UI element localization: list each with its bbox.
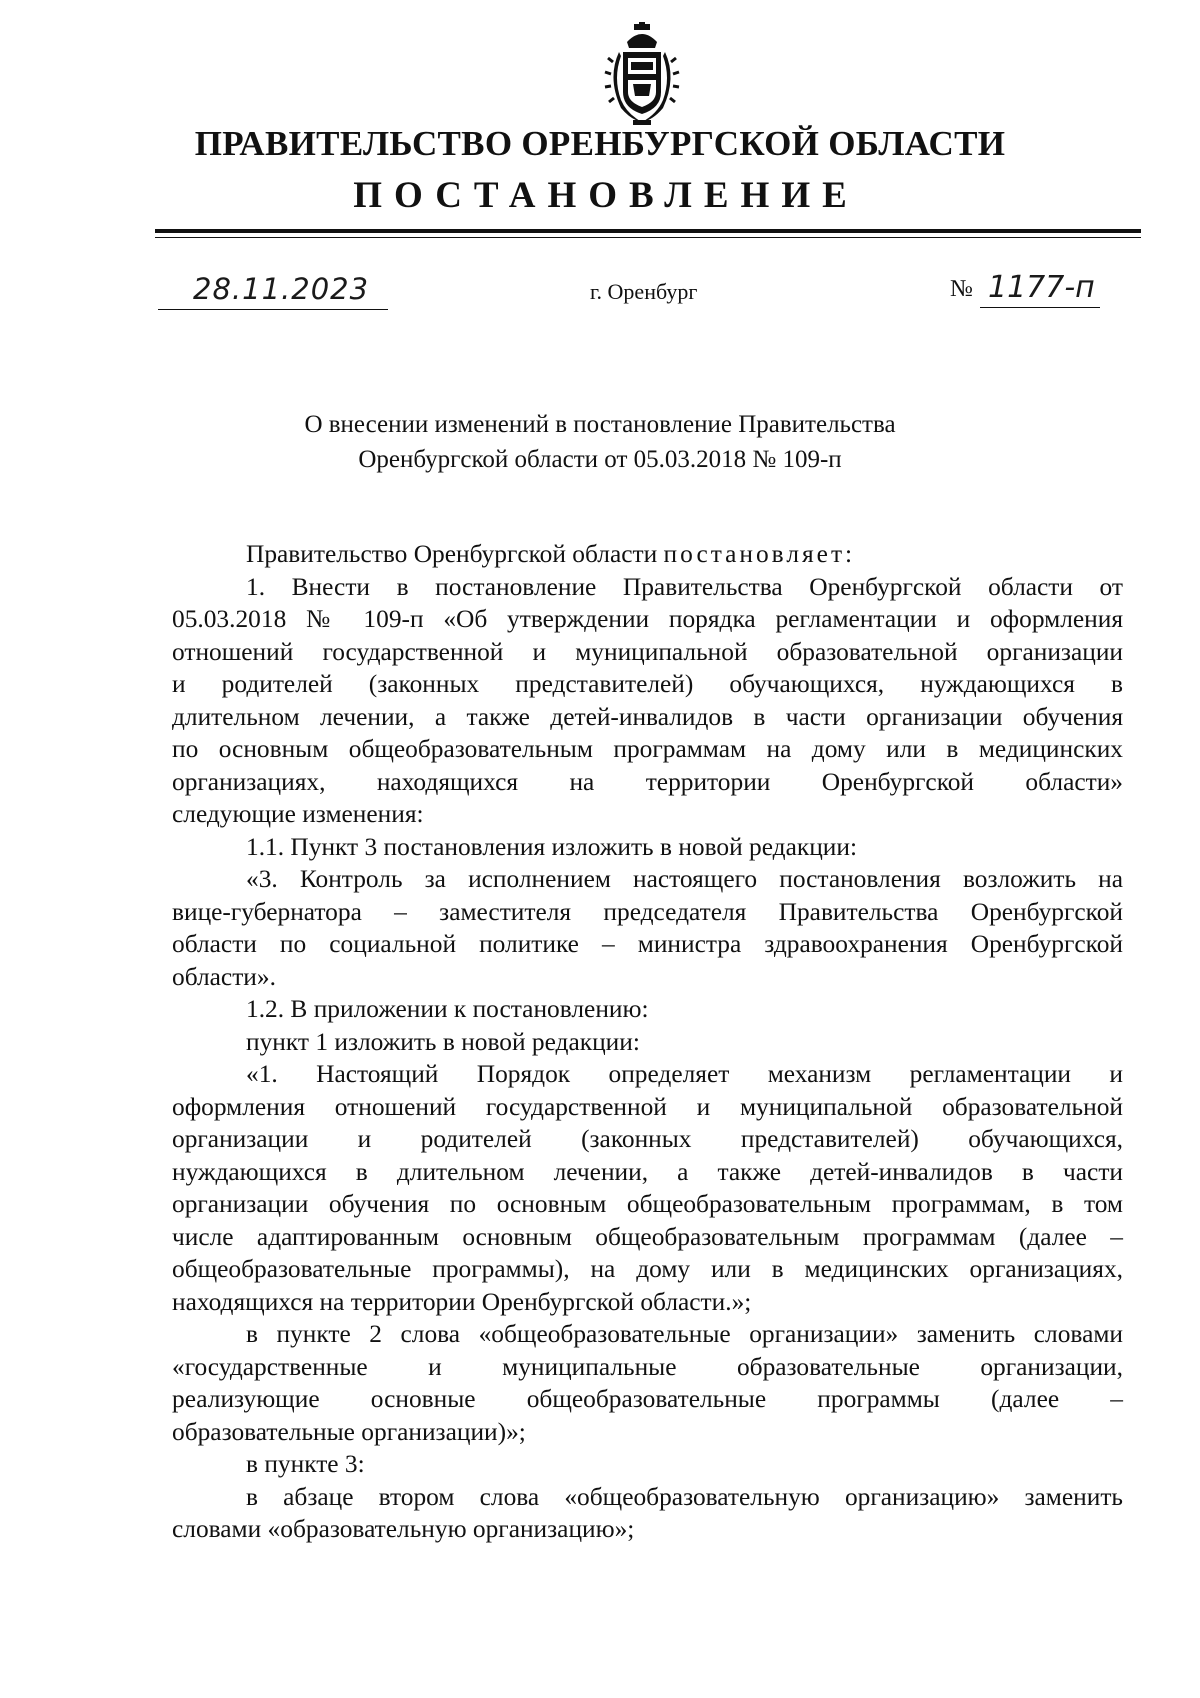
handwritten-number: 1177-п — [988, 270, 1095, 305]
body-line: образовательные организации)»; — [172, 1417, 526, 1446]
body-line: области». — [172, 962, 276, 991]
intro-paragraph — [172, 538, 1123, 571]
body-line: общеобразовательные программы), на дому или в медицинских организациях, — [172, 1255, 1123, 1283]
government-title: ПРАВИТЕЛЬСТВО ОРЕНБУРГСКОЙ ОБЛАСТИ — [194, 124, 1006, 163]
body-line: области по социальной политике – министра здравоохранения Оренбургской — [172, 930, 1123, 958]
body-line: «3. Контроль за исполнением настоящего постановления возложить на — [246, 865, 1123, 893]
header-rule-thick — [155, 229, 1141, 233]
handwritten-date: 28.11.2023 — [193, 272, 370, 306]
number-sign: № — [950, 276, 973, 302]
document-subject — [0, 407, 1200, 477]
document-number — [950, 270, 1095, 305]
body-line: реализующие основные общеобразовательные программы (далее – — [172, 1385, 1123, 1413]
header-rule-thin — [155, 237, 1141, 238]
body-line: числе адаптированным основным общеобразовательным программам (далее – — [172, 1222, 1123, 1251]
body-line: в пункте 3: — [246, 1450, 365, 1478]
body-line: нуждающихся в длительном лечении, а также детей-инвалидов в части — [172, 1157, 1123, 1186]
intro-verb: постановляет: — [663, 540, 856, 568]
subject-line: О внесении изменений в постановление Правительства — [304, 411, 896, 438]
body-line: оформления отношений государственной и муниципальной образовательной — [172, 1092, 1123, 1121]
number-underline — [980, 307, 1100, 308]
body-line: по основным общеобразовательным программам на дому или в медицинских — [172, 735, 1123, 763]
body-line: 1.2. В приложении к постановлению: — [246, 995, 649, 1023]
body-line: в пункте 2 слова «общеобразовательные организации» заменить словами — [246, 1320, 1123, 1348]
body-line: словами «образовательную организацию»; — [172, 1515, 635, 1543]
body-line: и родителей (законных представителей) обучающихся, нуждающихся в — [172, 670, 1123, 698]
body-line: «1. Настоящий Порядок определяет механизм регламентации и — [246, 1060, 1123, 1088]
body-line: «государственные и муниципальные образовательные организации, — [172, 1352, 1123, 1381]
body-line: длительном лечении, а также детей-инвалидов в части организации обучения — [172, 702, 1123, 731]
subject-line: Оренбургской области от 05.03.2018 № 109-п — [358, 446, 842, 473]
intro-text: Правительство Оренбургской области — [246, 540, 664, 568]
body-line: организациях, находящихся на территории Оренбургской области» — [172, 767, 1123, 796]
body-line: в абзаце втором слова «общеобразовательную организацию» заменить — [246, 1482, 1123, 1511]
body-line: 1. Внести в постановление Правительства Оренбургской области от — [246, 572, 1123, 601]
body-line: находящихся на территории Оренбургской области.»; — [172, 1287, 752, 1316]
body-line: пункт 1 изложить в новой редакции: — [246, 1027, 640, 1056]
city: г. Оренбург — [590, 279, 698, 304]
date-underline — [158, 309, 388, 310]
coat-of-arms-icon — [603, 22, 681, 126]
document-body — [172, 538, 1123, 1546]
body-line: отношений государственной и муниципальной образовательной организации — [172, 637, 1123, 666]
body-line: организации обучения по основным общеобразовательным программам, в том — [172, 1190, 1123, 1218]
body-line: организации и родителей (законных представителей) обучающихся, — [172, 1125, 1123, 1153]
document-type: ПОСТАНОВЛЕНИЕ — [353, 175, 859, 216]
body-line: следующие изменения: — [172, 800, 424, 828]
body-line: вице-губернатора – заместителя председателя Правительства Оренбургской — [172, 897, 1123, 926]
body-line: 1.1. Пункт 3 постановления изложить в новой редакции: — [246, 832, 858, 861]
body-line: 05.03.2018 № 109-п «Об утверждении порядка регламентации и оформления — [172, 605, 1123, 633]
